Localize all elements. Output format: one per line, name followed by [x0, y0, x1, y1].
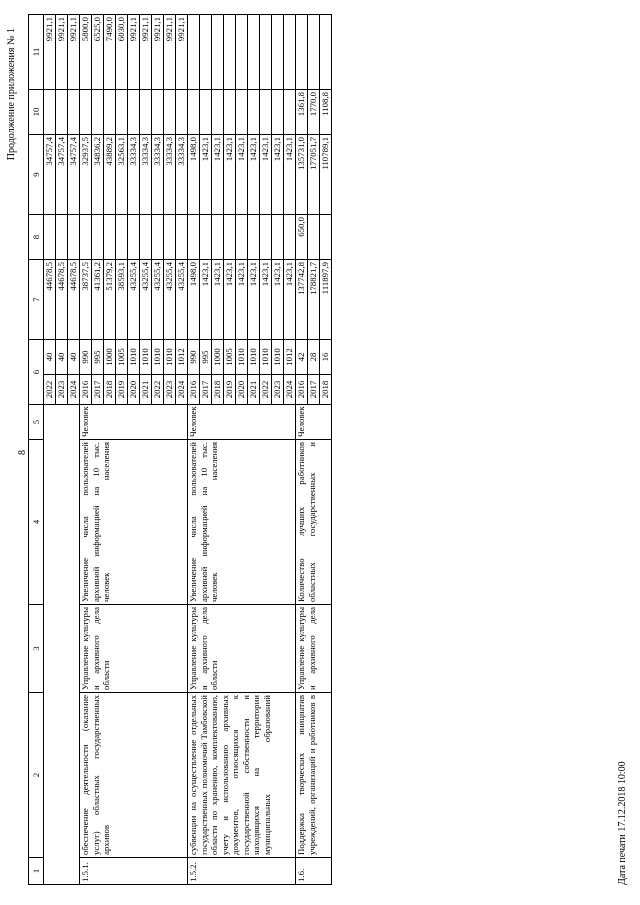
- regional-cell: 1423,1: [212, 135, 224, 215]
- total-cell: 51379,2: [104, 260, 116, 340]
- total-cell: 41361,2: [92, 260, 104, 340]
- item-number-cell: 1.5.1.: [80, 858, 188, 885]
- total-cell: 1423,1: [224, 260, 236, 340]
- regional-cell: 34757,4: [44, 135, 56, 215]
- local-cell: 1361,8: [296, 90, 308, 135]
- item-number-cell: 1.5.2.: [188, 858, 296, 885]
- extra-budget-cell: [320, 15, 332, 90]
- federal-cell: [164, 215, 176, 260]
- extra-budget-cell: [260, 15, 272, 90]
- regional-cell: 135731,0: [296, 135, 308, 215]
- local-cell: [140, 90, 152, 135]
- extra-budget-cell: 7490,0: [104, 15, 116, 90]
- local-cell: [212, 90, 224, 135]
- extra-budget-cell: 9921,1: [176, 15, 188, 90]
- extra-budget-cell: 9921,1: [140, 15, 152, 90]
- indicator-cell: Увеличение числа пользователей архивной информацией на 10 тыс. человек населения: [188, 440, 296, 605]
- activity-name-cell: субвенции на осуществление отдельных государственных полномочий Тамбовской области по хранению, комплектованию, учету и использованию архивных документов, относящихся к государственной собственности и находящихся на территории муниципальных образований: [188, 693, 296, 858]
- regional-cell: 34757,4: [56, 135, 68, 215]
- federal-cell: [140, 215, 152, 260]
- column-number-cell: 1: [29, 858, 44, 885]
- regional-cell: 34836,2: [92, 135, 104, 215]
- local-cell: [176, 90, 188, 135]
- target-value-cell: 1010: [164, 340, 176, 375]
- federal-cell: [200, 215, 212, 260]
- federal-cell: [320, 215, 332, 260]
- year-cell: 2016: [296, 375, 308, 405]
- target-value-cell: 1012: [284, 340, 296, 375]
- extra-budget-cell: 9921,1: [152, 15, 164, 90]
- regional-cell: 110789,1: [320, 135, 332, 215]
- regional-cell: 1423,1: [272, 135, 284, 215]
- year-cell: 2022: [44, 375, 56, 405]
- target-value-cell: 1010: [272, 340, 284, 375]
- total-cell: 43255,4: [152, 260, 164, 340]
- target-value-cell: 1010: [236, 340, 248, 375]
- regional-cell: 1423,1: [200, 135, 212, 215]
- regional-cell: 33334,3: [152, 135, 164, 215]
- column-number-cell: 8: [29, 215, 44, 260]
- extra-budget-cell: [224, 15, 236, 90]
- total-cell: 178821,7: [308, 260, 320, 340]
- target-value-cell: 1000: [104, 340, 116, 375]
- year-cell: 2024: [68, 375, 80, 405]
- total-cell: 1423,1: [248, 260, 260, 340]
- regional-cell: 1423,1: [248, 135, 260, 215]
- year-cell: 2017: [92, 375, 104, 405]
- year-cell: 2018: [104, 375, 116, 405]
- local-cell: [104, 90, 116, 135]
- unit-cell: Человек: [80, 405, 188, 440]
- indicator-cell: Увеличение числа пользователей архивной информацией на 10 тыс. человек населения: [80, 440, 188, 605]
- column-number-cell: 4: [29, 440, 44, 605]
- regional-cell: 32563,1: [116, 135, 128, 215]
- year-cell: 2023: [164, 375, 176, 405]
- column-number-cell: 2: [29, 693, 44, 858]
- local-cell: [92, 90, 104, 135]
- total-cell: 43255,4: [140, 260, 152, 340]
- federal-cell: [248, 215, 260, 260]
- target-value-cell: 1000: [212, 340, 224, 375]
- regional-cell: 43889,2: [104, 135, 116, 215]
- local-cell: [56, 90, 68, 135]
- extra-budget-cell: [188, 15, 200, 90]
- extra-budget-cell: [248, 15, 260, 90]
- target-value-cell: 1005: [116, 340, 128, 375]
- federal-cell: [116, 215, 128, 260]
- unit-cell: Человек: [188, 405, 296, 440]
- local-cell: [236, 90, 248, 135]
- local-cell: [188, 90, 200, 135]
- extra-budget-cell: 5800,0: [80, 15, 92, 90]
- federal-cell: [56, 215, 68, 260]
- year-cell: 2023: [56, 375, 68, 405]
- target-value-cell: 995: [200, 340, 212, 375]
- column-number-cell: 5: [29, 405, 44, 440]
- target-value-cell: 1010: [128, 340, 140, 375]
- extra-budget-cell: 9921,1: [44, 15, 56, 90]
- year-cell: 2017: [308, 375, 320, 405]
- extra-budget-cell: 9921,1: [164, 15, 176, 90]
- federal-cell: [308, 215, 320, 260]
- local-cell: [44, 90, 56, 135]
- total-cell: 1423,1: [212, 260, 224, 340]
- continuation-cell: [44, 405, 80, 885]
- target-value-cell: 42: [296, 340, 308, 375]
- target-value-cell: 16: [320, 340, 332, 375]
- federal-cell: [260, 215, 272, 260]
- local-cell: [284, 90, 296, 135]
- total-cell: 38593,1: [116, 260, 128, 340]
- year-cell: 2023: [272, 375, 284, 405]
- federal-cell: [104, 215, 116, 260]
- target-value-cell: 1010: [260, 340, 272, 375]
- regional-cell: 33334,3: [176, 135, 188, 215]
- year-cell: 2018: [212, 375, 224, 405]
- local-cell: [272, 90, 284, 135]
- total-cell: 1423,1: [200, 260, 212, 340]
- extra-budget-cell: [284, 15, 296, 90]
- regional-cell: 33334,3: [164, 135, 176, 215]
- total-cell: 1423,1: [236, 260, 248, 340]
- local-cell: 1770,0: [308, 90, 320, 135]
- regional-cell: 1423,1: [260, 135, 272, 215]
- federal-cell: [68, 215, 80, 260]
- year-cell: 2024: [284, 375, 296, 405]
- column-number-cell: 3: [29, 605, 44, 693]
- column-number-cell: 9: [29, 135, 44, 215]
- item-number-cell: 1.6.: [296, 858, 332, 885]
- total-cell: 44678,5: [68, 260, 80, 340]
- table-row: [80, 15, 92, 885]
- target-value-cell: 1010: [248, 340, 260, 375]
- year-cell: 2019: [224, 375, 236, 405]
- extra-budget-cell: [272, 15, 284, 90]
- extra-budget-cell: [200, 15, 212, 90]
- target-value-cell: 1010: [152, 340, 164, 375]
- extra-budget-cell: 9921,1: [56, 15, 68, 90]
- regional-cell: 33334,3: [140, 135, 152, 215]
- federal-cell: [152, 215, 164, 260]
- table-row: [188, 15, 200, 885]
- local-cell: [260, 90, 272, 135]
- target-value-cell: 40: [68, 340, 80, 375]
- total-cell: 43255,4: [164, 260, 176, 340]
- federal-cell: 650,0: [296, 215, 308, 260]
- executor-cell: Управление культуры и архивного дела: [296, 605, 332, 693]
- regional-cell: 34757,4: [68, 135, 80, 215]
- local-cell: [68, 90, 80, 135]
- target-value-cell: 1010: [140, 340, 152, 375]
- activity-name-cell: Поддержка творческих инициатив учреждений, организаций и работников в: [296, 693, 332, 858]
- year-cell: 2021: [140, 375, 152, 405]
- extra-budget-cell: 9921,1: [68, 15, 80, 90]
- extra-budget-cell: 9921,1: [128, 15, 140, 90]
- target-value-cell: 1005: [224, 340, 236, 375]
- indicator-cell: Количество лучших работников областных государственных и: [296, 440, 332, 605]
- total-cell: 1498,0: [188, 260, 200, 340]
- unit-cell: Человек: [296, 405, 332, 440]
- local-cell: [200, 90, 212, 135]
- regional-cell: 177051,7: [308, 135, 320, 215]
- regional-cell: 1423,1: [236, 135, 248, 215]
- local-cell: [128, 90, 140, 135]
- target-value-cell: 990: [188, 340, 200, 375]
- federal-cell: [272, 215, 284, 260]
- total-cell: 137742,8: [296, 260, 308, 340]
- target-value-cell: 990: [80, 340, 92, 375]
- target-value-cell: 995: [92, 340, 104, 375]
- extra-budget-cell: 6525,0: [92, 15, 104, 90]
- total-cell: 1423,1: [284, 260, 296, 340]
- year-cell: 2020: [128, 375, 140, 405]
- total-cell: 44678,5: [44, 260, 56, 340]
- year-cell: 2024: [176, 375, 188, 405]
- federal-cell: [92, 215, 104, 260]
- total-cell: 43255,4: [176, 260, 188, 340]
- regional-cell: 33334,3: [128, 135, 140, 215]
- federal-cell: [176, 215, 188, 260]
- column-number-cell: 6: [29, 340, 44, 405]
- executor-cell: Управление культуры и архивного дела области: [80, 605, 188, 693]
- federal-cell: [236, 215, 248, 260]
- column-number-cell: 11: [29, 15, 44, 90]
- local-cell: [164, 90, 176, 135]
- extra-budget-cell: [296, 15, 308, 90]
- local-cell: [224, 90, 236, 135]
- column-number-cell: 10: [29, 90, 44, 135]
- regional-cell: 32937,5: [80, 135, 92, 215]
- total-cell: 43255,4: [128, 260, 140, 340]
- federal-cell: [224, 215, 236, 260]
- local-cell: 1108,8: [320, 90, 332, 135]
- year-cell: 2016: [188, 375, 200, 405]
- year-cell: 2018: [320, 375, 332, 405]
- local-cell: [80, 90, 92, 135]
- total-cell: 1423,1: [260, 260, 272, 340]
- executor-cell: Управление культуры и архивного дела области: [188, 605, 296, 693]
- local-cell: [116, 90, 128, 135]
- total-cell: 111897,9: [320, 260, 332, 340]
- year-cell: 2016: [80, 375, 92, 405]
- target-value-cell: 28: [308, 340, 320, 375]
- regional-cell: 1498,0: [188, 135, 200, 215]
- page-number: 8: [17, 450, 28, 455]
- federal-cell: [212, 215, 224, 260]
- local-cell: [152, 90, 164, 135]
- local-cell: [248, 90, 260, 135]
- federal-cell: [284, 215, 296, 260]
- target-value-cell: 40: [56, 340, 68, 375]
- print-date: Дата печати 17.12.2018 10:00: [617, 761, 628, 885]
- year-cell: 2022: [152, 375, 164, 405]
- header-row: [29, 15, 44, 885]
- appendix-title: Продолжение приложения № 1: [6, 28, 17, 161]
- table-row: [44, 15, 56, 885]
- year-cell: 2017: [200, 375, 212, 405]
- federal-cell: [188, 215, 200, 260]
- activity-name-cell: обеспечение деятельности (оказание услуг) областных государственных архивов: [80, 693, 188, 858]
- extra-budget-cell: [308, 15, 320, 90]
- column-number-cell: 7: [29, 260, 44, 340]
- extra-budget-cell: 6030,0: [116, 15, 128, 90]
- extra-budget-cell: [236, 15, 248, 90]
- year-cell: 2022: [260, 375, 272, 405]
- total-cell: 44678,5: [56, 260, 68, 340]
- extra-budget-cell: [212, 15, 224, 90]
- target-value-cell: 40: [44, 340, 56, 375]
- program-table: [28, 14, 332, 885]
- target-value-cell: 1012: [176, 340, 188, 375]
- year-cell: 2021: [248, 375, 260, 405]
- regional-cell: 1423,1: [224, 135, 236, 215]
- regional-cell: 1423,1: [284, 135, 296, 215]
- year-cell: 2020: [236, 375, 248, 405]
- year-cell: 2019: [116, 375, 128, 405]
- federal-cell: [128, 215, 140, 260]
- total-cell: 1423,1: [272, 260, 284, 340]
- total-cell: 38737,5: [80, 260, 92, 340]
- federal-cell: [80, 215, 92, 260]
- federal-cell: [44, 215, 56, 260]
- table-row: [296, 15, 308, 885]
